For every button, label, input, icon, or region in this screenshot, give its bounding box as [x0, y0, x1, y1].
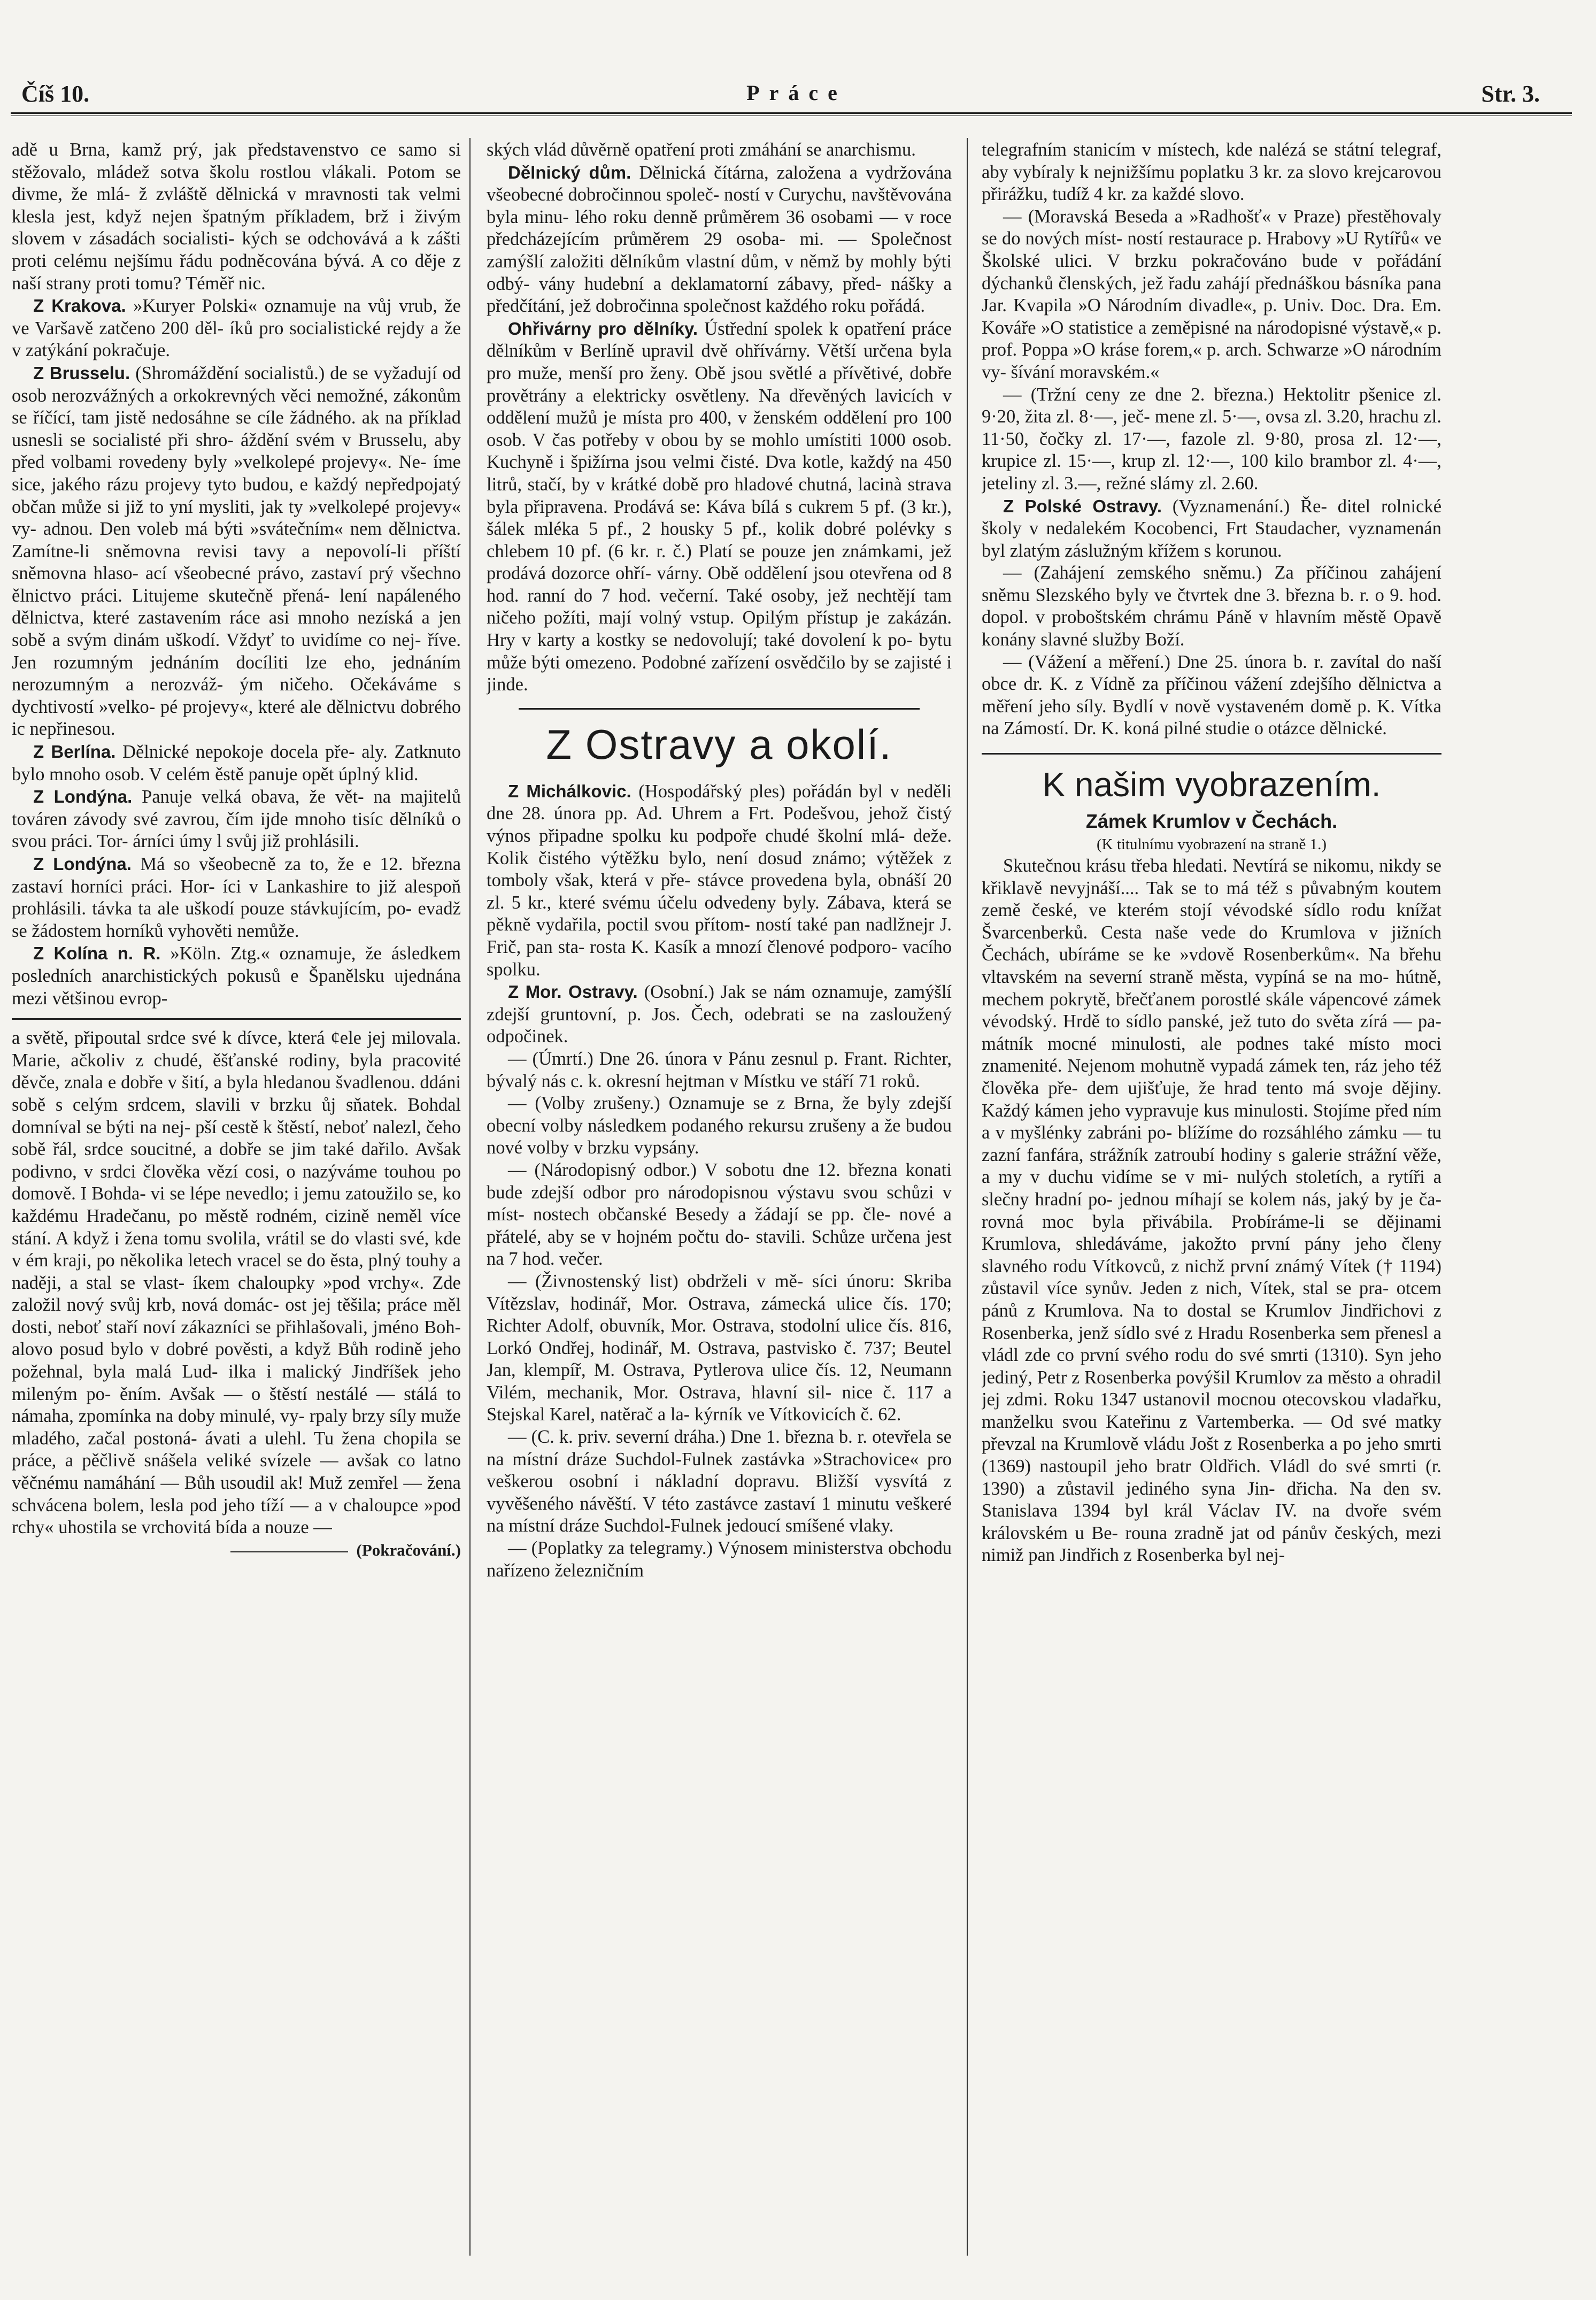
issue-number: Číš 10. [21, 81, 90, 107]
continuation-text: (Pokračování.) [356, 1540, 461, 1559]
article-severni-draha: — (C. k. priv. severní dráha.) Dne 1. března b. r. otevřela se na místní dráze Suchdol-Fulnek zastávka »Strachovice« pro veškerou osobní i nákladní dopravu. Bližší vysvítá z vyvěšeného návěští. V této zastávce zastaví 1 minutu veškeré na místní dráze Suchdol-Fulnek jedoucí smíšené vlaky. [487, 1427, 952, 1536]
kolin-text: »Köln. Ztg.« oznamuje, že ásledkem posledních anarchistických pokusů e Španělsku ujednána mezi většinou evrop- [12, 943, 461, 1009]
most-heading: Z Mor. Ostravy. [508, 982, 638, 1002]
most-text: (Osobní.) Jak se nám oznamuje, zamýšlí zdejší gruntovní, p. Jos. Čech, odebrati se na zasloužený odpočinek. [487, 982, 952, 1047]
polske-text: (Vyznamenání.) Ře- ditel rolnické školy v nedalekém Kocobenci, Frt Staudacher, vyznamenán byl zlatým záslužným křížem s korunou. [982, 496, 1441, 561]
continuation-note [12, 1539, 461, 1561]
column-separator-1 [469, 138, 471, 2256]
article-narodopisny-odbor: — (Národopisný odbor.) V sobotu dne 12. března konati bude zdejší odbor pro národopisnou výstavu svou schůzi v míst- nostech občanské Besedy a žádají se pp. čle- nové a přátelé, aby se v hojném počtu do- stavili. Schůze určena jest na 7 hod. večer. [487, 1159, 952, 1270]
article-michalkovic [487, 780, 952, 981]
short-rule [230, 1551, 348, 1552]
feuilleton-story: a světě, připoutal srdce své k dívce, která ¢ele jej milovala. Marie, ačkoliv z chudé, ěšťanské rodiny, byla pracovité děvče, znala e dobře v šití, a byla hledanou švadlenou. ddáni sobě s celým srdcem, slavili v brzku ůj sňatek. Bohdal domníval se býti na nej- pší cestě k štěstí, neboť nalezl, čeho sobě řál, srdce soucitné, a dobře se jim také dařilo. Avšak podivno, v srdci člověka vězí cosi, o nazýváme touhou po domově. I Bohda- vi se lépe nevedlo; i jemu zatoužilo se, ko každému Hradečanu, po městě rodném, cizině neměl více stání. A když i žena tomu svolila, vrátil se do vlasti své, kde v ém kraji, po několika letech vracel se do ěsta, plný touhy a naději, a stal se vlast- íkem chaloupky »pod vrchy«. Zde založil nový svůj krb, nová domác- ost jej těšila; práce měl dosti, neboť staří noví zákazníci se přihlašovali, jméno Boh- alovo posud bylo v dobré pověsti, a když Bůh rodině jeho požehnal, byla malá Lud- ilka i malický Jindříšek jeho mileným po- ěním. Avšak — o štěstí nestálé — stálá to námaha, zpomínka na doby minulé, vy- rpaly brzy síly muže mladého, začal postoná- ávati a ulehl. Tu žena chopila se práce, a pěčlivě snášela veliké svízele — avšak co latno věčnému namáhání — Bůh usoudil ak! Muž zemřel — žena schvácena bolem, lesla pod jeho tíží — a v chaloupce »pod rchy« uhostila se vrchovitá bída a nouze — [12, 1028, 461, 1538]
article-vazeni: — (Vážení a měření.) Dne 25. února b. r. zavítal do naší obce dr. K. z Vídně za příčinou vážení zdejšího dělnictva a měření jeho síly. Bydlí v nově vystaveném domě p. K. Vítka na Zámostí. Dr. K. koná pilné studie o otázce dělnické. [982, 651, 1441, 739]
article-volby: — (Volby zrušeny.) Oznamuje se z Brna, že byly zdejší obecní volby následkem podaného rekursu zrušeny a že budou nové volby v brzku vypsány. [487, 1093, 952, 1158]
article-mor-ostrava [487, 981, 952, 1048]
dum-heading: Dělnický dům. [508, 162, 631, 182]
article-krakov [12, 295, 461, 362]
london2-text: Má so všeobecně za to, že e 12. března zastaví horníci práci. Hor- íci v Lankashire to již alespoň prohlásili. távka ta ale uškodí pouze stávkujícím, po- evadž se žádostem horníků vyhověti nemůže. [12, 854, 461, 941]
london1-heading: Z Londýna. [33, 787, 133, 807]
column-3 [982, 139, 1441, 2294]
column-2 [487, 139, 952, 2294]
header-rule [11, 112, 1572, 114]
article-london-1 [12, 786, 461, 853]
krakov-heading: Z Krakova. [33, 296, 126, 316]
col2-para-1: ských vlád důvěrně opatření proti zmáhání se anarchismu. [487, 140, 916, 160]
article-ohrivarny [487, 318, 952, 696]
berlin-heading: Z Berlína. [33, 742, 116, 762]
article-kolin [12, 942, 461, 1010]
mich-text: (Hospodářský ples) pořádán byl v neděli dne 28. února pp. Ad. Uhrem a Frt. Podešvou, jehož čistý výnos připadne spolku ku podpoře chudé školní mlá- deže. Kolik čistého výtěžku bylo, není dosud známo; výtěžek z tomboly však, která v pře- stávce provedena byla, obnáší 20 zl. 5 kr., které svému účelu odvedeny byly. Zábava, která se pěkně vydařila, poctil svou přítom- ností také pan nadlžnejr J. Frič, pan sta- rosta K. Kasík a mnozí členové podporo- vacího spolku. [487, 781, 952, 980]
article-trzni-ceny: — (Tržní ceny ze dne 2. března.) Hektolitr pšenice zl. 9·20, žita zl. 8·—, ječ- mene zl. 5·—, ovsa zl. 3.20, hrachu zl. 11·50, čočky zl. 17·—, fazole zl. 9·80, prosa zl. 12·—, krupice zl. 15·—, krup zl. 12·—, 100 kilo brambor zl. 4·—, jeteliny zl. 3.—, režné slámy zl. 2.60. [982, 384, 1441, 494]
ohr-heading: Ohřivárny pro dělníky. [508, 318, 698, 339]
article-berlin [12, 741, 461, 786]
section-divider-top [519, 708, 920, 710]
page-header [21, 80, 1572, 110]
column-1 [12, 139, 461, 2294]
column-separator-2 [967, 138, 968, 2256]
article-umrti: — (Úmrtí.) Dne 26. února v Pánu zesnul p. Frant. Richter, bývalý nás c. k. okresní hejtman v Místku ve stáří 71 roků. [487, 1048, 952, 1091]
ohr-text: Ústřední spolek k opatření práce dělníkům v Berlíně upravil dvě ohřívárny. Větší určena byla pro muže, menší pro ženy. Obě jsou světlé a přívětivé, dobře provětrány a elektricky osvětleny. Na dřevěných lavicích v oddělení mužů je místa pro 400, v ženském oddělení pro 100 osob. V čas potřeby v obou by se mohlo umístiti 1000 osob. Kuchyně i špižírna jsou velmi čisté. Dva kotle, každý na 450 litrů, stačí, by v krátké době pro hladové chutná, lacinà strava byla připravena. Prodává se: Káva bílá s cukrem 5 pf. (3 kr.), šálek mléka 5 pf., 2 housky 5 pf., kolik dobré polévky s chlebem 10 pf. (6 kr. r. č.) Platí se pouze jen známkami, jež prodává dozorce ohří- várny. Obě oddělení jsou otevřena od 8 hod. ranní do 7 hod. večerní. Také osoby, jež nechtějí tam ničeho požíti, mají volný vstup. Opilým přístup je zakázán. Hry v karty a kostky se nedovolují; také dovolení k po- bytu může býti omezeno. Podobné zařízení osvědčilo by se zajisté i jinde. [487, 318, 952, 695]
article-brussel [12, 362, 461, 741]
dum-text: Dělnická čítárna, založena a vydržována všeobecné dobročinnou společ- ností v Curychu, navštěvována byla minu- lého roku denně průměrem 36 osobami — v roce předcházejícím průměrem 29 osoba- mi. — Společnost zamýšlí založiti dělníkům vlastní dům, v němž by mohly býti odbý- vány hudební a deklamatorní zábavy, před- nášky a předčítání, jež dobročinna společnost každého roku pořádá. [487, 162, 952, 317]
brussel-text: (Shromáždění socialistů.) de se vyžadují od osob nerozvážných a orkokrevných věci nemožné, zákonům se říčící, tam jistě nedosáhne se cíle žádného. ak na příklad usnesli se socialisté při shro- áždění svém v Brusselu, aby před volbami rovedeny byly »velkolepé projevy«. Ne- íme sice, jakého rázu projevy tyto budou, e každý nepředpojatý občan může si již to yní mysliti, jak ty »velkolepé projevy« vy- adnou. Den voleb má býti »svátečním« nem dělnictva. Zamítne-li sněmovna revisi tavy a nepovolí-li příští sněmovna hlaso- ací všeobecné právo, zastaví prý všechno ělnictvo práci. Litujeme skutečně přená- lení napáleného dělnictva, které zastavením ráce asi mnoho nezíská a jen sobě a svým dinám uškodí. Vždyť to uvidíme co nej- říve. Jen rozumným jednáním docíliti lze eho, jednáním nerozumným a nerozváž- ým ničeho. Očekáváme s dychtivostí »velko- pé projevy«, které ale dělnictvu dobrého ic nepřinesou. [12, 363, 461, 740]
article-polska-ostrava [982, 495, 1441, 563]
col1-para-1: adě u Brna, kamž prý, jak představenstvo ce samo si stěžovalo, mládež sotva školu rostlou vlákali. Potom se divme, že mlá- ž zvláště dělnická v mravnosti tak velmi klesla jest, když nejen špatným příkladem, brž i živým slovem v zásadách socialisti- kých se odchovává a k zášti proti celému nejšímu řádu podněcována bývá. A co děje z naší strany proti tomu? Téměř nic. [12, 140, 461, 294]
article-delnicky-dum [487, 161, 952, 318]
polske-heading: Z Polské Ostravy. [1003, 496, 1162, 516]
pictures-subtitle: Zámek Krumlov v Čechách. [1085, 810, 1338, 833]
section-title-ostrava: Z Ostravy a okolí. [546, 720, 892, 768]
article-poplatky: — (Poplatky za telegramy.) Výnosem ministerstva obchodu nařízeno železničním [487, 1538, 952, 1581]
berlin-text: Dělnické nepokoje docela pře- aly. Zatknuto bylo mnoho osob. V celém ěstě panuje opět úplný klid. [12, 742, 461, 784]
pictures-title: K našim vyobrazením. [1042, 765, 1381, 804]
section-divider-pictures [982, 753, 1441, 755]
brussel-heading: Z Brusselu. [33, 363, 130, 383]
article-london-2 [12, 853, 461, 942]
krakov-text: »Kuryer Polski« oznamuje na vůj vrub, že ve Varšavě zatčeno 200 děl- íků pro socialistické rejdy a že v zatýkání pokračuje. [12, 296, 461, 361]
col3-para-1: telegrafním stanicím v místech, kde nalézá se státní telegraf, aby vybíraly k nejnižšímu poplatku 3 kr. za slovo krejcarovou přirážku, tudíž 4 kr. za každé slovo. [982, 140, 1441, 205]
page-number: Str. 3. [1481, 81, 1540, 107]
kolin-heading: Z Kolína n. R. [33, 943, 161, 964]
london2-heading: Z Londýna. [33, 854, 132, 874]
article-zivnostensky-list: — (Živnostenský list) obdrželi v mě- síci únoru: Skriba Vítězslav, hodinář, Mor. Ostrava, zámecká ulice čís. 170; Richter Adolf, obuvník, Mor. Ostrava, stodolní ulice čís. 816, Lorkó Ondřej, hodinář, M. Ostrava, pastvisko č. 737; Beutel Jan, klempíř, M. Ostrava, Pytlerova ulice čís. 12, Neumann Vilém, mechanik, Mor. Ostrava, hlavní sil- nice č. 117 a Stejskal Karel, natěrač a la- kýrník ve Vítkovicích č. 62. [487, 1271, 952, 1425]
article-krumlov: Skutečnou krásu třeba hledati. Nevtírá se nikomu, nikdy se křiklavě nevyjnáší.... Tak se to má též s půvabným koutem země české, ve kterém stojí vévodské sídlo rodu knížat Švarcenberků. Cesta naše vede do Krumlova v jižních Čechách, ubíráme se ke »vdově Rosenberkům«. Na břehu vltavském na severní straně města, vypíná se na mo- hútně, mechem pokrytě, břečťanem porostlé skále vápencové zámek vévodský. Hrdě to sídlo panské, jež tuto do světa zírá — pa- mátník mocné minulosti, ale podnes také místo moci znamenité. Nejenom mohutně vypadá zámek ten, ráz jeho též člověka pře- dem ujišťuje, že hrad tento má svoje dějiny. Každý kámen jeho vypravuje kus minulosti. Stojíme před ním a v myšlénky zabráni po- blížíme do rozsáhlého zámku — tu zazní fanfára, strážník zatroubí hodiny s galerie strážní věže, a my v duchu vidíme se v mi- nulých stoletích, a rytíři a slečny hradní po- jednou míhají se kolem nás, jaký by je ča- rovná moc byla přivábila. Probíráme-li se dějinami Krumlova, shledáváme, jakožto první pány jeho členy slavného rodu Vítkovců, z nichž první známý Vítek († 1194) zůstavil více synův. Jeden z nich, Vítek, stal se pra- otcem pánů z Krumlova. Na to dostal se Krumlov Jindřichovi z Rosenberka, jenž sídlo své z Hradu Rosenberka sem přenesl a vládl zde co první svého rodu do své smrti (1310). Syn jeho jediný, Petr z Rosenberka povýšil Krumlov za město a ohradil jej zdmi. Roku 1347 ustanovil mocnou otecovskou vladařku, manželku svou Kateřinu z Vartemberka. — Od své matky převzal na Krumlově vládu Jošt z Rosenberka a po jeho smrti (1369) nastoupil jeho bratr Oldřich. Vládl do své smrti (r. 1390) a zůstavil jediného syna Jin- dřicha. Na den sv. Stanislava 1394 byl král Václav IV. na dvoře svém královském u Be- rouna zradně jat od pánův českých, mezi nimiž pan Jindřich z Rosenberka byl nej- [982, 856, 1441, 1566]
london1-text: Panuje velká obava, že vět- na majitelů továren závody své zavrou, čím ijde mnoho tisíc dělníků o svou práci. Tor- árníci úmy l svůj již prohlásili. [12, 787, 461, 852]
feuilleton-divider [12, 1018, 461, 1020]
article-radhost: — (Moravská Beseda a »Radhošť« v Praze) přestěhovaly se do nových míst- ností restaurace p. Hrabovy »U Rytířů« ve Školské ulici. V brzku pokračováno bude v pořádání dýchanků členských, jež řadu zahájí přednáškou básníka pana Jar. Kvapila »O Národním divadle«, p. Univ. Doc. Dra. Em. Kováře »O statistice a zeměpisné na národopisné výstavě,« p. prof. Poppa »O kráse forem,« p. arch. Schwarze »O národním vy- šívání moravském.« [982, 206, 1441, 382]
mich-heading: Z Michálkovic. [508, 781, 631, 801]
pictures-note: (K titulnímu vyobrazení na straně 1.) [1096, 836, 1327, 853]
article-snem: — (Zahájení zemského sněmu.) Za příčinou zahájení sněmu Slezského byly ve čtvrtek dne 3. března b. r. o 9. hod. dopol. v proboštském chrámu Páně v hlavním městě Opavě konány slavné služby Boží. [982, 563, 1441, 650]
journal-title: Práce [746, 81, 847, 105]
